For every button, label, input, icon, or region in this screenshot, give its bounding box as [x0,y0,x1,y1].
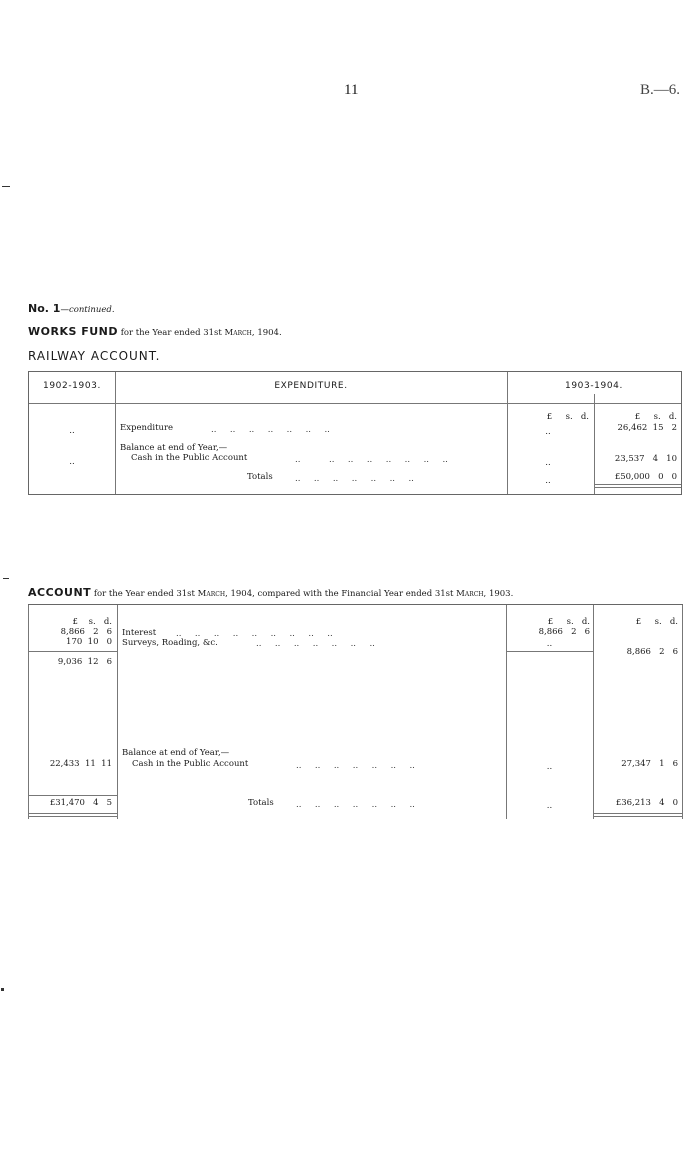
scan-mark [3,578,9,579]
dot-leader: .. [295,455,301,465]
account-title [28,586,513,599]
railway-balance-prev: .. [69,457,75,467]
page-number: 11 [344,82,359,98]
totals-label: Totals [248,798,274,808]
col-expenditure: EXPENDITURE. [274,381,348,391]
lsd-heading: £ s. d. [546,412,589,422]
railway-expenditure-prev: .. [69,426,75,436]
dot-leader: .. .. .. .. .. .. .. [296,800,415,810]
railway-expenditure-total: 26,462 15 2 [617,423,677,433]
page-reference: B.—6. [640,82,681,98]
subtotal-curr: 8,866 2 6 [626,647,678,657]
account-post: , 1903. [483,589,514,599]
interest-prev: 8,866 2 6 [60,627,112,637]
railway-totals-sub: .. [545,476,551,486]
col-1902-1903: 1902-1903. [43,381,101,391]
account-pre: for the Year ended 31st [91,589,198,599]
surveys-label: Surveys, Roading, &c. [122,638,218,648]
interest-label: Interest [122,628,157,638]
railway-balance-sub: .. [545,458,551,468]
lsd-heading-left: £ s. d. [72,617,112,627]
balance-label-2: Cash in the Public Account [132,759,249,769]
works-fund-post: , 1904. [251,328,282,338]
totals-prev: £31,470 4 5 [49,798,112,808]
railway-totals-label: Totals [247,472,273,482]
balance-label: Balance at end of Year,— [122,748,230,758]
scan-mark [2,186,10,187]
dot-leader: .. .. .. .. .. .. .. [329,455,448,465]
subtotal-prev: 9,036 12 6 [57,657,112,667]
section-label [28,302,115,315]
dot-leader: .. .. .. .. .. .. .. [295,474,414,484]
railway-account-heading: RAILWAY ACCOUNT. [28,349,161,363]
surveys-prev: 170 10 0 [66,637,112,647]
railway-balance-label: Balance at end of Year,— [120,443,228,453]
section-continued: —continued. [60,305,115,315]
works-fund-month: March [224,328,252,338]
account-table [28,604,683,819]
dot-leader: .. .. .. .. .. .. .. [256,639,375,649]
account-month: March [197,589,226,599]
works-fund-pre: for the Year ended 31st [118,328,225,338]
railway-balance-label-2: Cash in the Public Account [131,453,248,463]
railway-account-table [28,371,682,495]
dot-leader: .. .. .. .. .. .. .. [296,761,415,771]
railway-expenditure-sub: .. [545,427,551,437]
totals-total: £36,213 4 0 [615,798,678,808]
totals-sub: .. [546,801,553,811]
dot-leader: .. .. .. .. .. .. .. .. .. [176,629,333,639]
section-number: No. 1 [28,302,61,315]
balance-prev: 22,433 11 11 [49,759,112,769]
scan-mark [1,988,4,991]
balance-sub: .. [546,762,553,772]
account-bold: ACCOUNT [28,586,92,599]
dot-leader: .. .. .. .. .. .. .. [211,425,330,435]
lsd-heading: £ s. d. [634,412,677,422]
works-fund-title [28,325,282,338]
lsd-heading-right: £ s. d. [635,617,678,627]
col-1903-1904: 1903-1904. [565,381,623,391]
interest-sub: 8,866 2 6 [538,627,590,637]
balance-total: 27,347 1 6 [621,759,678,769]
account-mid: , 1904, compared with the Financial Year ended 31st [225,589,457,599]
railway-balance-total: 23,537 4 10 [614,454,677,464]
railway-totals-total: £50,000 0 0 [614,472,677,482]
railway-expenditure-label: Expenditure [120,423,174,433]
works-fund-bold: WORKS FUND [28,325,119,338]
surveys-sub: .. [546,639,553,649]
lsd-heading-mid: £ s. d. [547,617,590,627]
account-month-2: March [456,589,484,599]
